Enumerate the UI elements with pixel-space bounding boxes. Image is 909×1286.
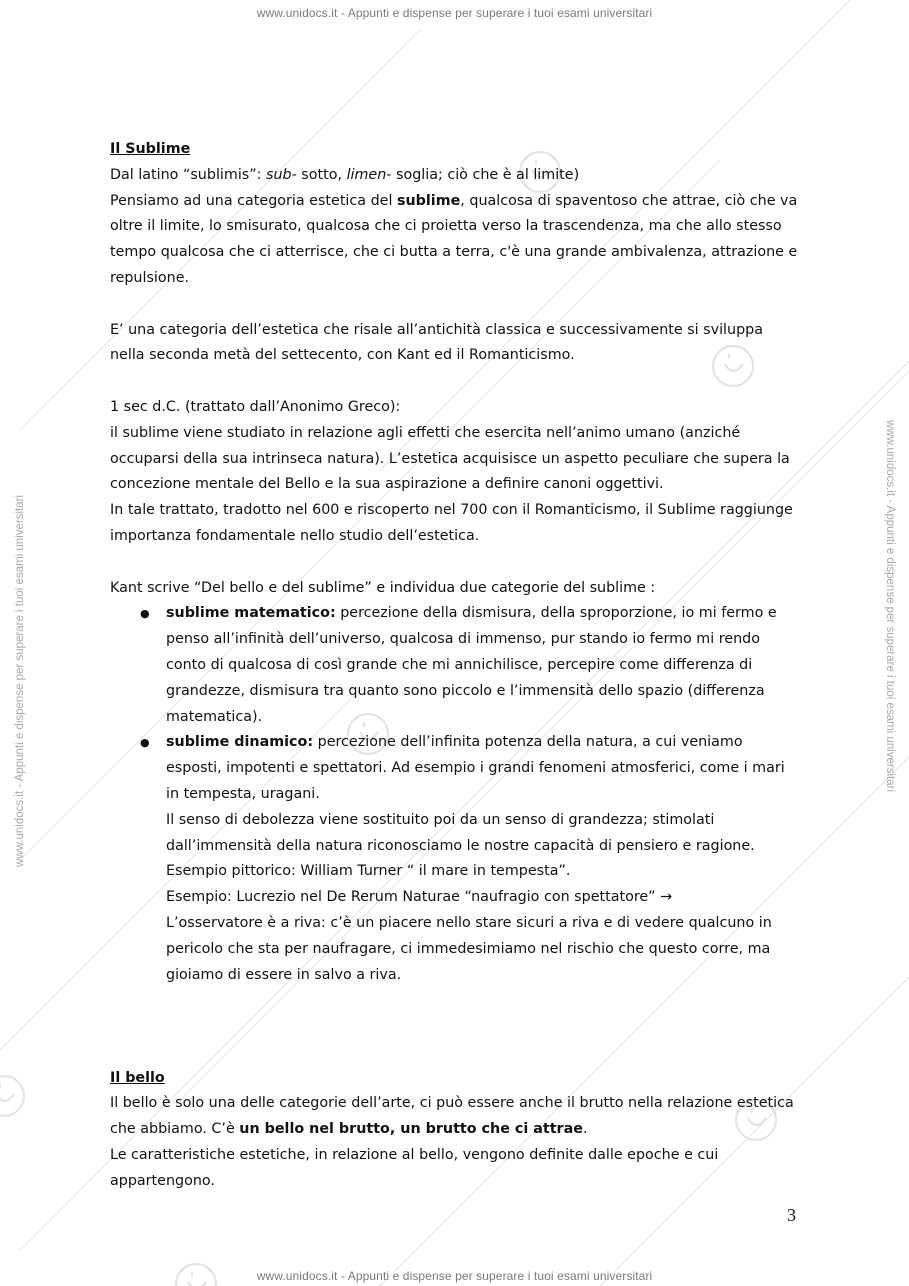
list-item-sublime-dinamico [110,730,800,807]
paragraph-definition [110,189,800,292]
etymology-mid: sotto, [296,166,347,183]
paragraph-bello [110,1091,800,1143]
unidocs-logo-icon [0,1076,24,1116]
watermark-footer: www.unidocs.it - Appunti e dispense per superare i tuoi esami universitari [256,1269,653,1283]
list-item-text: percezione della dismisura, della sproporzione, io mi fermo e penso all’infinità dell’universo, qualcosa di immenso, pur stando io fermo mi rendo conto di qualcosa di così grande che mi annichilisce, percepire come differenza di grandezze, dismisura tra quanto sono piccolo e l’immensità dello spazio (differenza matematica). [166,605,777,725]
unidocs-logo-icon [176,1264,216,1286]
paragraph-kant-intro: Kant scrive “Del bello e del sublime” e individua due categorie del sublime : [110,579,656,596]
list-item-label: sublime dinamico: [166,734,314,751]
paragraph-anonimo-body: il sublime viene studiato in relazione agli effetti che esercita nell’animo umano (anziché occuparsi della sua intrinseca natura). L’estetica acquisisce un aspetto peculiare che supera la concezione mentale del Bello e la sua aspirazione a definire canoni oggettivi. [110,424,790,493]
etymology-sub: sub- [266,166,297,183]
dynamic-paragraph-lucrezio: Esempio: Lucrezio nel De Rerum Naturae “naufragio con spettatore” → [166,889,673,906]
watermark-header: www.unidocs.it - Appunti e dispense per superare i tuoi esami universitari [256,6,653,20]
watermark-left: www.unidocs.it - Appunti e dispense per superare i tuoi esami universitari [14,494,26,867]
paragraph-anonimo-romanticismo: In tale trattato, tradotto nel 600 e riscoperto nel 700 con il Romanticismo, il Sublime raggiunge importanza fondamentale nello studio dell’estetica. [110,502,793,544]
paragraph-history: E’ una categoria dell’estetica che risale all’antichità classica e successivamente si sviluppa nella seconda metà del settecento, con Kant ed il Romanticismo. [110,321,764,364]
list-item-label: sublime matematico: [166,605,336,622]
etymology-prefix: Dal latino “sublimis”: [110,166,267,183]
page-number: 3 [787,1205,796,1225]
dynamic-paragraph-debolezza: Il senso di debolezza viene sostituito poi da un senso di grandezza; stimolati dall’immensità della natura riconosciamo le nostre capacità di pensiero e ragione. [166,811,755,854]
dynamic-paragraph-osservatore: L’osservatore è a riva: c’è un piacere nello stare sicuri a riva e di vedere qualcuno in pericolo che sta per naufragare, ci immedesimiamo nel rischio che questo corre, ma gioiamo di essere in salvo a riva. [166,914,772,983]
list-item-text: percezione dell’infinita potenza della natura, a cui veniamo esposti, impotenti e spettatori. Ad esempio i grandi fenomeni atmosferici, come i mari in tempesta, uragani. [166,734,785,802]
etymology-line [110,163,800,189]
bullet-icon: ● [140,607,150,621]
bullet-icon: ● [140,736,150,750]
bello-bold: un bello nel brutto, un brutto che ci attrae [239,1121,583,1138]
bello-end: . [582,1121,588,1138]
etymology-rest: soglia; ciò che è al limite) [391,166,580,183]
section-title-sublime: Il Sublime [110,141,191,157]
section-title-bello: Il bello [110,1069,165,1086]
definition-start: Pensiamo ad una categoria estetica del [110,192,397,209]
etymology-limen: limen- [346,166,392,183]
dynamic-paragraph-turner: Esempio pittorico: William Turner “ il mare in tempesta”. [166,863,571,880]
watermark-right: www.unidocs.it - Appunti e dispense per superare i tuoi esami universitari [884,420,896,793]
bello-start: Il bello è solo una delle categorie dell’arte, ci può essere anche il brutto nella relazione estetica che abbiamo. C’è [110,1095,794,1138]
paragraph-anonimo-title: 1 sec d.C. (trattato dall’Anonimo Greco): [110,398,401,415]
definition-rest: , qualcosa di spaventoso che attrae, ciò che va oltre il limite, lo smisurato, qualcosa che ci proietta verso la trascendenza, ma che allo stesso tempo qualcosa che ci atterrisce, che ci butta a terra, c'è una grande ambivalenza, attrazione e repulsione. [110,192,798,286]
list-item-sublime-matematico [110,601,800,730]
paragraph-bello-epoche: Le caratteristiche estetiche, in relazione al bello, vengono definite dalle epoche e cui appartengono. [110,1147,719,1189]
kant-categories-list [110,601,800,807]
document-body [110,137,800,1195]
definition-bold: sublime [396,192,461,209]
